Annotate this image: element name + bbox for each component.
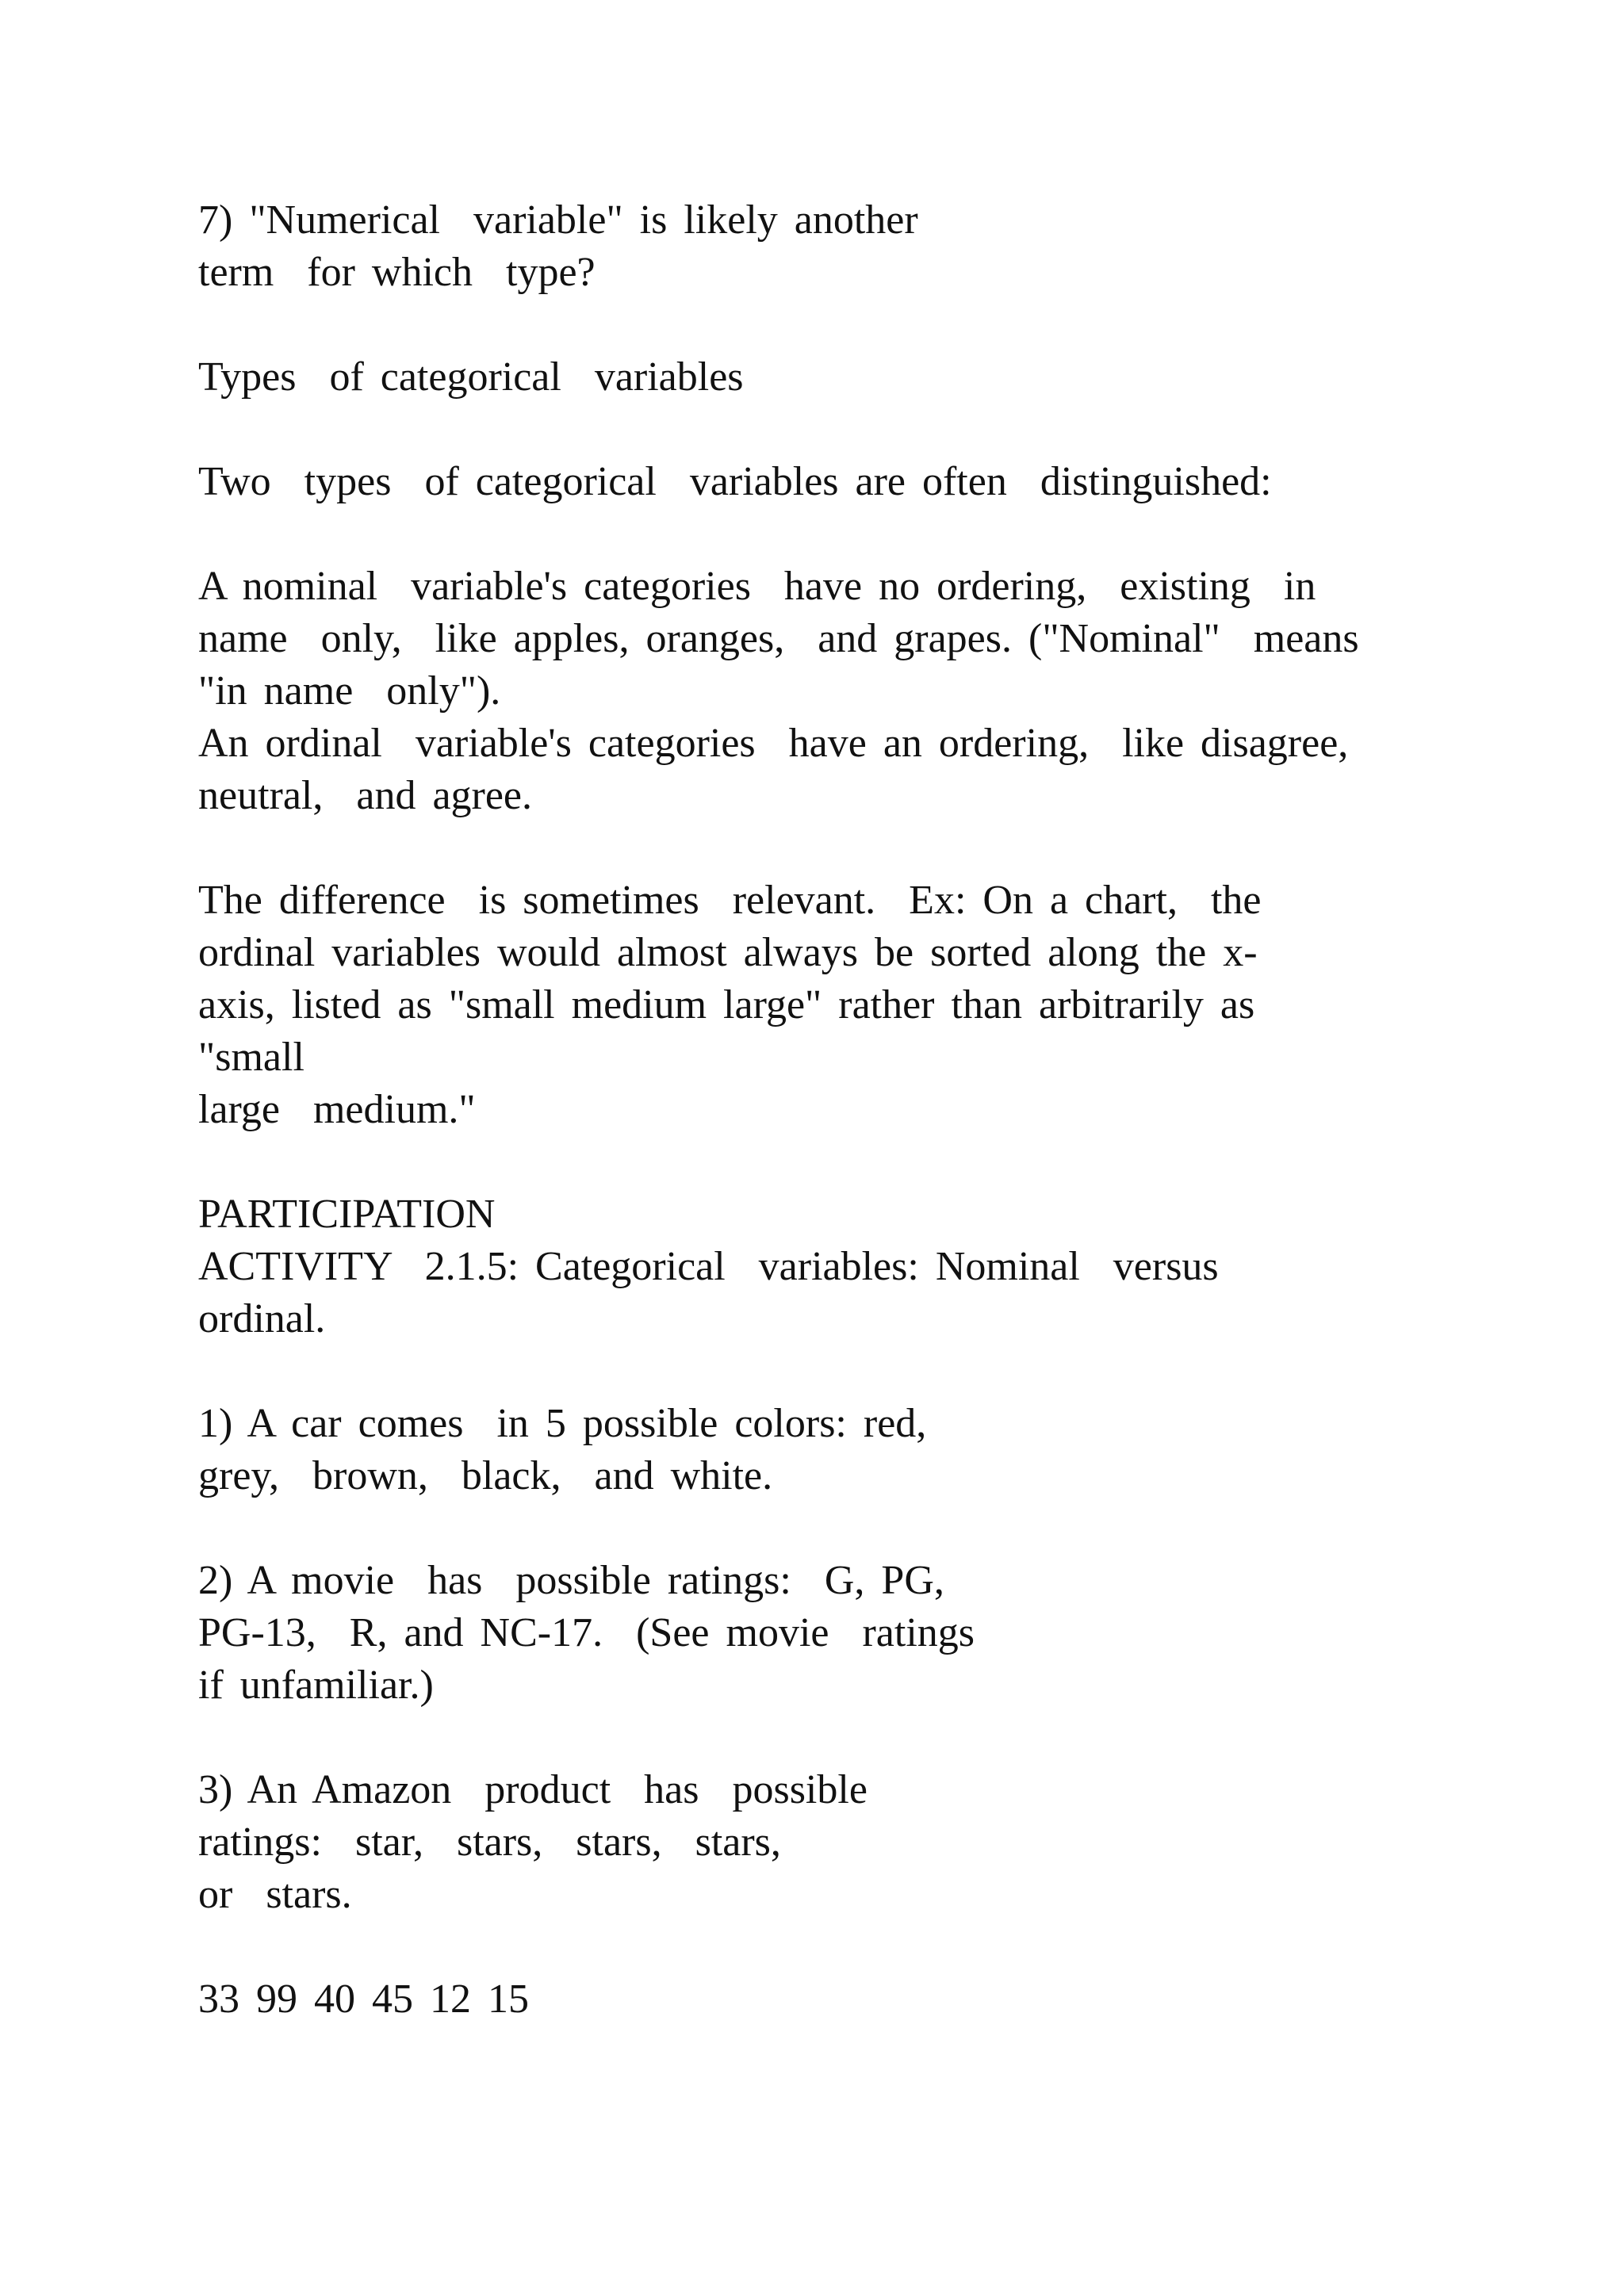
difference-line-2: ordinal variables would almost always be sorted along the x- [198, 930, 1258, 975]
spacer [198, 508, 1507, 561]
spacer [198, 1712, 1507, 1764]
question-2-line-2: PG-13, R, and NC-17. (See movie ratings [198, 1610, 975, 1655]
difference-line-4: "small [198, 1035, 304, 1080]
numbers-line: 33 99 40 45 12 15 [198, 1976, 529, 2022]
spacer [198, 1345, 1507, 1398]
activity-label-line-1: PARTICIPATION [198, 1192, 496, 1237]
nominal-line-2: name only, like apples, oranges, and grapes. ("Nominal" means [198, 616, 1359, 661]
section-heading: Types of categorical variables [198, 354, 744, 400]
question-7-line-2: term for which type? [198, 250, 596, 295]
difference-line-1: The difference is sometimes relevant. Ex: On a chart, the [198, 878, 1262, 923]
spacer [198, 1921, 1507, 1973]
activity-label-line-3: ordinal. [198, 1296, 326, 1341]
question-7-line-1: 7) "Numerical variable" is likely another [198, 197, 918, 243]
nominal-line-3: "in name only"). [198, 668, 501, 714]
question-1-line-1: 1) A car comes in 5 possible colors: red, [198, 1401, 927, 1446]
question-2-line-3: if unfamiliar.) [198, 1663, 434, 1708]
question-3-line-1: 3) An Amazon product has possible [198, 1767, 868, 1812]
question-3-line-3: or stars. [198, 1872, 352, 1917]
spacer [198, 404, 1507, 456]
question-3-line-2: ratings: star, stars, stars, stars, [198, 1820, 781, 1865]
spacer [198, 299, 1507, 351]
difference-line-3: axis, listed as "small medium large" rather than arbitrarily as [198, 982, 1255, 1027]
ordinal-line-2: neutral, and agree. [198, 773, 533, 818]
spacer [198, 1502, 1507, 1555]
question-1-line-2: grey, brown, black, and white. [198, 1453, 773, 1498]
intro-paragraph: Two types of categorical variables are often distinguished: [198, 459, 1272, 504]
question-2-line-1: 2) A movie has possible ratings: G, PG, [198, 1558, 944, 1603]
spacer [198, 822, 1507, 874]
nominal-line-1: A nominal variable's categories have no ordering, existing in [198, 564, 1316, 609]
spacer [198, 1136, 1507, 1188]
document-body [198, 194, 1507, 2026]
difference-line-5: large medium." [198, 1087, 476, 1132]
activity-label-line-2: ACTIVITY 2.1.5: Categorical variables: Nominal versus [198, 1244, 1219, 1289]
ordinal-line-1: An ordinal variable's categories have an ordering, like disagree, [198, 721, 1349, 766]
